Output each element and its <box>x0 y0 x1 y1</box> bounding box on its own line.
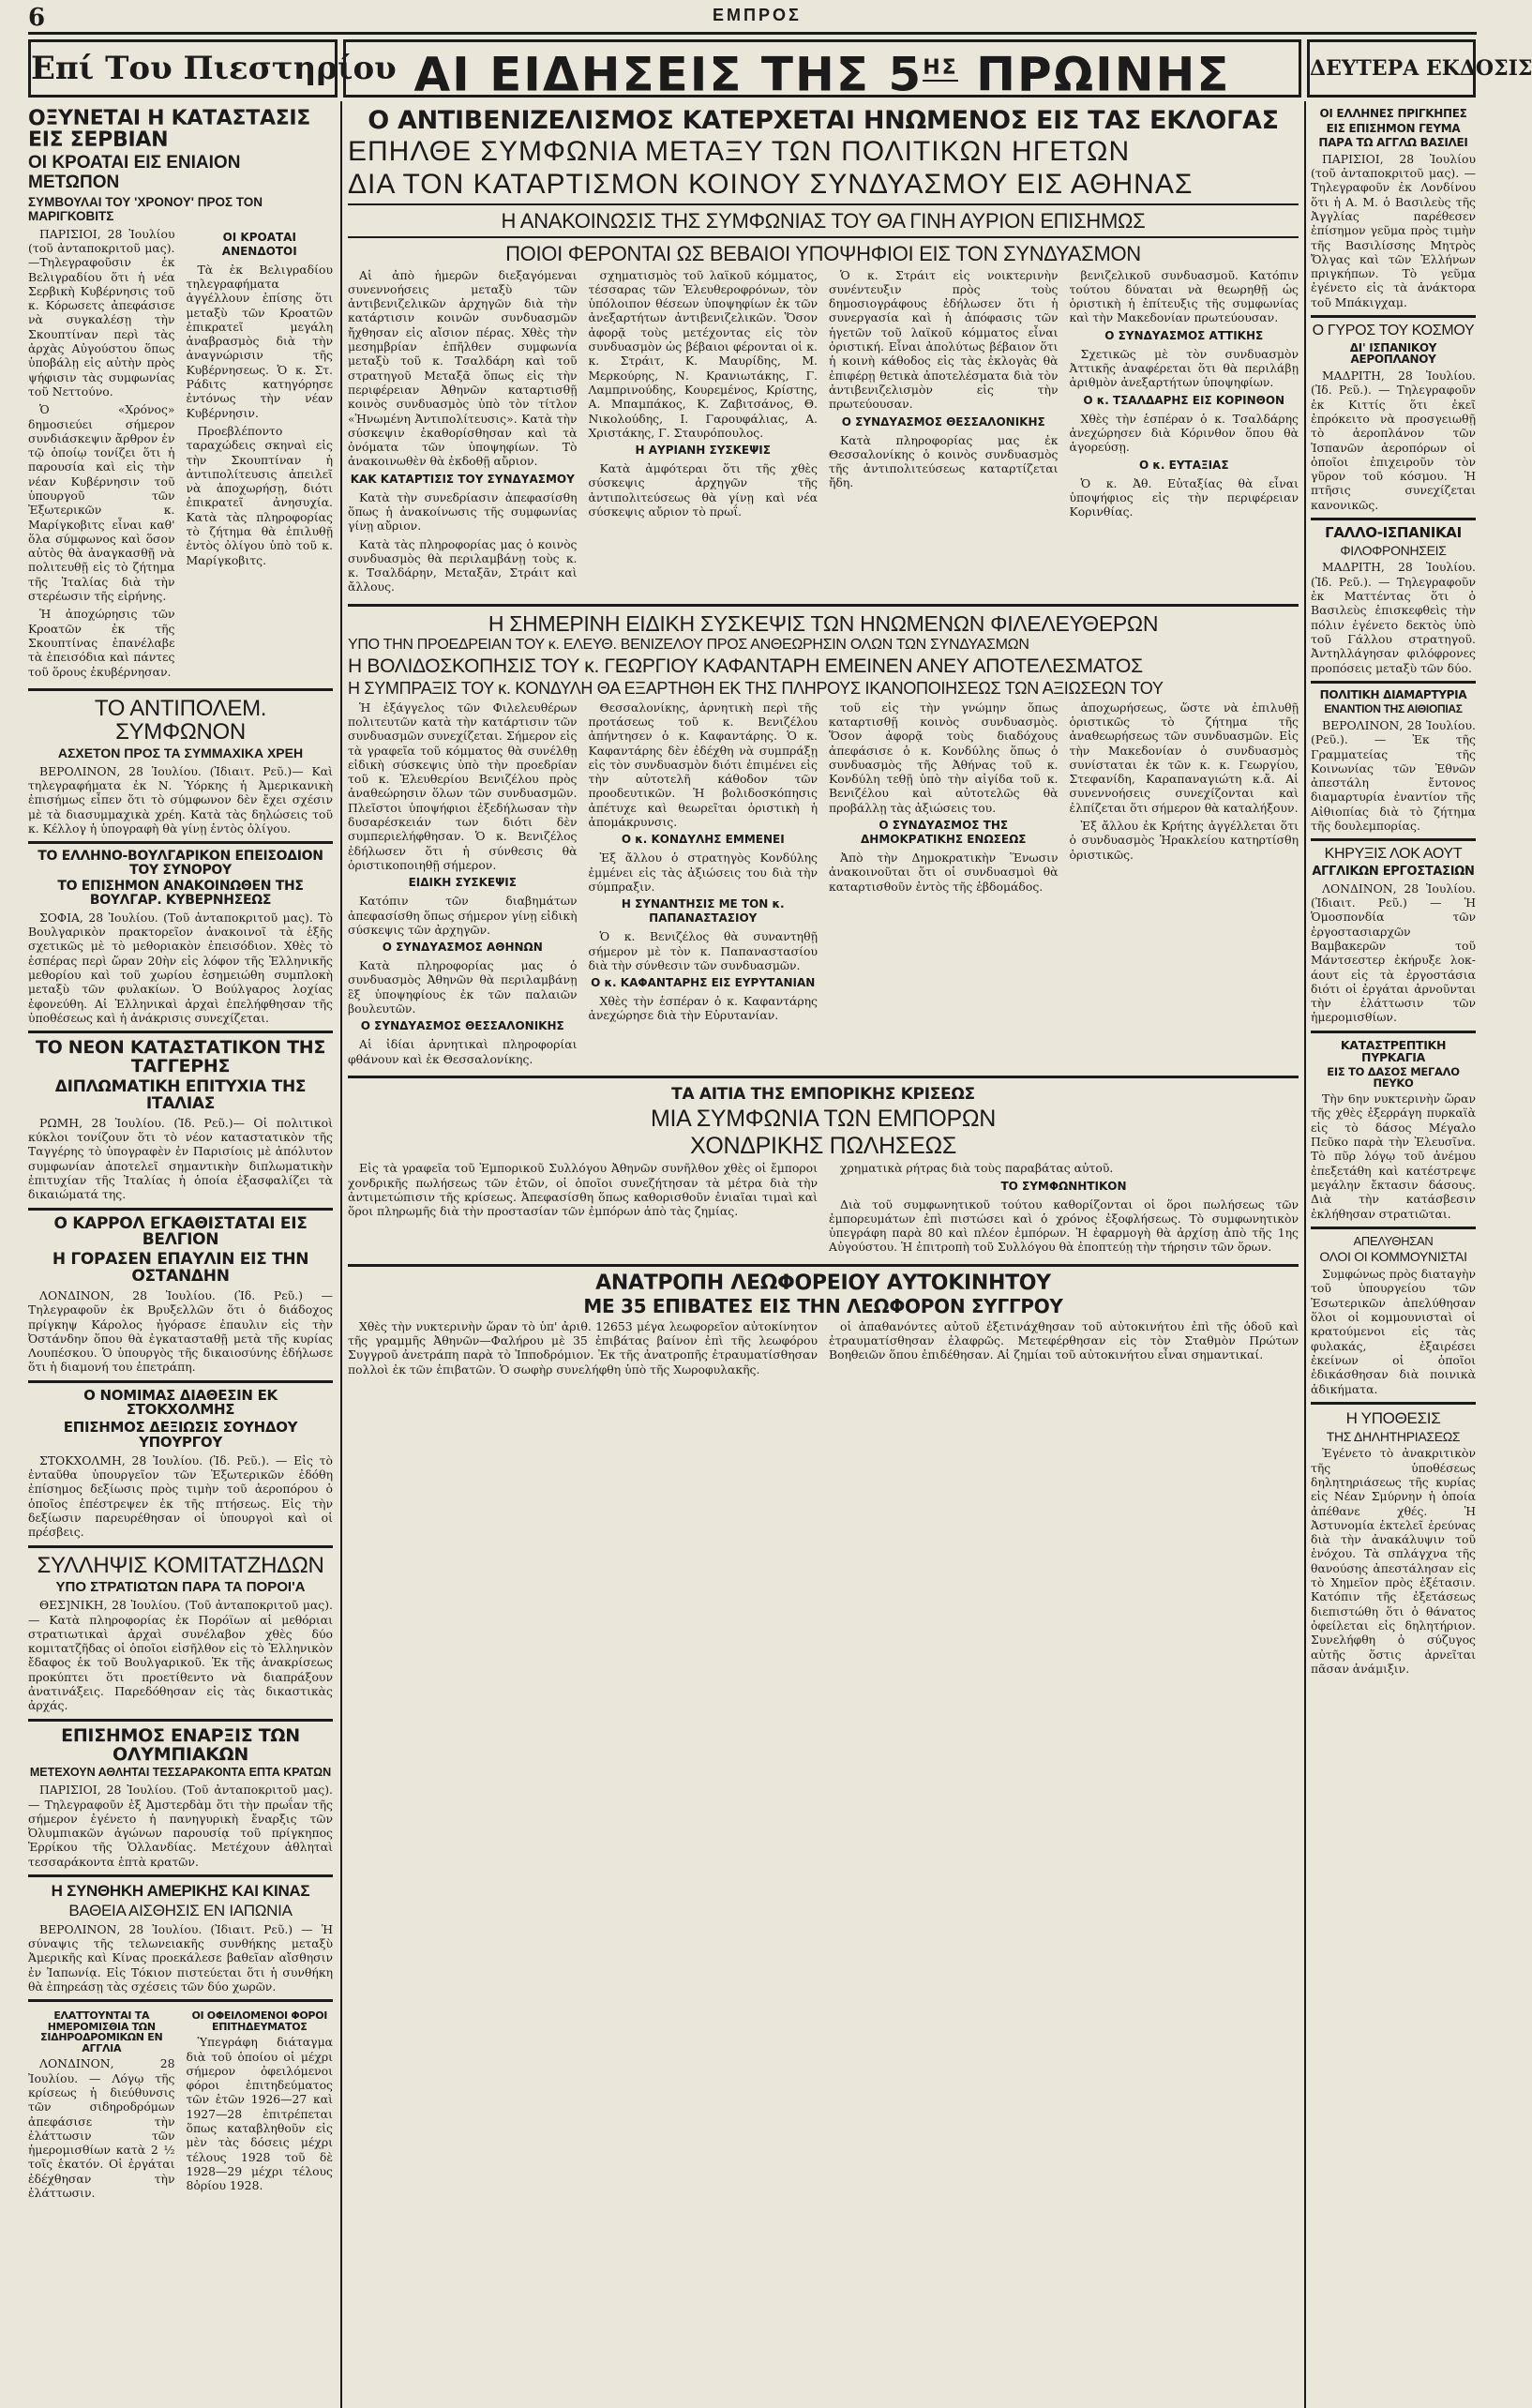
section-heading: Ο ΣΥΝΔΥΑΣΜΟΣ ΘΕΣΣΑΛΟΝΙΚΗΣ <box>360 1019 564 1033</box>
article-princes <box>1311 108 1476 309</box>
divider <box>28 1999 333 2002</box>
subheadline: ΜΕ 35 ΕΠΙΒΑΤΕΣ ΕΙΣ ΤΗΝ ΛΕΩΦΟΡΟΝ ΣΥΓΓΡΟΥ <box>583 1294 1063 1317</box>
paragraph: ΛΟΝΔΙΝΟΝ, 28 Ἰουλίου. (Ἰδ. Ρεῦ.) — Τηλεγραφοῦν ἐκ Βρυξελλῶν ὅτι ὁ διάδοχος πρίγκηψ Κάρολος ἠγόρασε ἐπαυλιν εἰς τὴν Ὀστάνδην ὅπου θὰ ἐγκατασταθῇ μετὰ τῆς κυρίας Λουπέσκου. Ὁ ὑπουργὸς τῆς δικαιοσύνης ἐδήλωσε ὅτι ἡ διαμονή του ἐπετράπη. <box>28 1287 333 1375</box>
headline: ΕΛΑΤΤΟΥΝΤΑΙ ΤΑ ΗΜΕΡΟΜΙΣΘΙΑ ΤΩΝ ΣΙΔΗΡΟΔΡΟΜΙΚΩΝ ΕΝ ΑΓΓΛΙΑ <box>40 2009 163 2054</box>
subheadline: ΤΗΣ ΔΗΛΗΤΗΡΙΑΣΕΩΣ <box>1326 1428 1461 1444</box>
subheadline: ΕΝΑΝΤΙΟΝ ΤΗΣ ΑΙΘΙΟΠΙΑΣ <box>1324 702 1463 716</box>
article-carol <box>28 1213 333 1375</box>
paragraph: Σχετικῶς μὲ τὸν συνδυασμὸν Ἀττικῆς ἀναφέρεται ὅτι θὰ περιλάβῃ ἀριθμὸν ἀνεξαρτήτων ὑποψηφίων. <box>1069 346 1299 390</box>
paragraph: Χθὲς τὴν ἑσπέραν ὁ κ. Καφαντάρης ἀνεχώρησε διὰ τὴν Εὐρυτανίαν. <box>588 994 818 1023</box>
headline: ΠΟΛΙΤΙΚΗ ΔΙΑΜΑΡΤΥΡΙΑ <box>1319 687 1467 701</box>
section-heading: Η ΑΥΡΙΑΝΗ ΣΥΣΚΕΨΙΣ <box>635 444 771 458</box>
paragraph: Κατόπιν τῶν διαβημάτων ἀπεφασίσθη ὅπως σήμερον γίνῃ εἰδικὴ σύσκεψις τῶν ἀρχηγῶν. <box>348 894 578 937</box>
paragraph: τοῦ εἰς τὴν γνώμην ὅπως καταρτισθῇ κοινὸς συνδυασμὸς. Ὅσον ἀφορᾷ τοὺς διαδόχους ἀπεφάσισε ὁ κ. Κονδύλης ὅπως ὁ συνδυασμὸς τῆς Ἀθήνας τοῦ κ. Κονδύλη τεθῇ ὑπὸ τὴν αἰγίδα τοῦ κ. Βενιζέλου καὶ αὐτοτελῶς θὰ προβάλλῃ τὰς ἀξιώσεις του. <box>829 700 1059 815</box>
article-olympics <box>28 1724 333 1869</box>
article-world-tour <box>1311 324 1476 512</box>
subheadline: ΦΙΛΟΦΡΟΝΗΣΕΙΣ <box>1340 542 1447 558</box>
divider <box>28 1719 333 1722</box>
subheadline: ΤΟ ΕΠΙΣΗΜΟΝ ΑΝΑΚΟΙΝΩΘΕΝ ΤΗΣ ΒΟΥΛΓΑΡ. ΚΥΒΕΡΝΗΣΕΩΣ <box>57 879 304 909</box>
headline: ΟΞΥΝΕΤΑΙ Η ΚΑΤΑΣΤΑΣΙΣ ΕΙΣ ΣΕΡΒΙΑΝ <box>28 107 311 153</box>
paragraph: Ἡ ἀποχώρησις τῶν Κροατῶν ἐκ τῆς Σκουπτίνας ἐπανέλαβε τὰ ἐπεισόδια καὶ πάντες τοῦ ὅρους ἐκυβέρνησαν. <box>28 607 175 679</box>
subheadline: Η ΑΝΑΚΟΙΝΩΣΙΣ ΤΗΣ ΣΥΜΦΩΝΙΑΣ ΤΟΥ ΘΑ ΓΙΝΗ ΑΥΡΙΟΝ ΕΠΙΣΗΜΩΣ <box>501 209 1146 233</box>
article-taxes <box>187 2008 334 2204</box>
divider <box>1311 315 1476 318</box>
paragraph: Κατὰ πληροφορίας μας ἐκ Θεσσαλονίκης ὁ κοινὸς συνδυασμὸς τῆς ἀντιπολιτεύσεως καταρτίζεται ἤδη. <box>829 432 1059 490</box>
paragraph: Συμφώνως πρὸς διαταγὴν τοῦ ὑπουργείου τῶν Ἐσωτερικῶν ἀπελύθησαν ὅλοι οἱ κομμουνισταὶ οἱ κρατούμενοι εἰς τὰς φυλακάς, ἐξαιρέσει ἐκείνων οἱ ὁποῖοι ἐδικάσθησαν διὰ ποινικὰ ἀδικήματα. <box>1311 1267 1476 1396</box>
subheadline: ΕΠΗΛΘΕ ΣΥΜΦΩΝΙΑ ΜΕΤΑΞΥ ΤΩΝ ΠΟΛΙΤΙΚΩΝ ΗΓΕΤΩΝ <box>348 136 1131 168</box>
section-heading: Ο ΣΥΝΔΥΑΣΜΟΣ ΤΗΣ ΔΗΜΟΚΡΑΤΙΚΗΣ ΕΝΩΣΕΩΣ <box>861 819 1027 847</box>
right-column <box>1311 105 1476 2341</box>
divider <box>1311 1031 1476 1033</box>
divider <box>348 203 1299 205</box>
paragraph: Εἰς τὰ γραφεῖα τοῦ Ἐμπορικοῦ Συλλόγου Ἀθηνῶν συνῆλθον χθὲς οἱ ἔμποροι χονδρικῆς πωλήσεως τῶν ἐτῶν, οἱ ὁποῖοι συνεζήτησαν τὰ μέτρα διὰ τὴν ἀντιμετώπισιν τῆς κρίσεως. Ἀπεφασίσθη ὅπως καθορισθοῦν ἐνιαῖαι τιμαὶ καὶ ὅροι πληρωμῆς διὰ τὴν προστασίαν τῶν ἐμπόρων ἀπὸ τὰς ζημίας. <box>348 1161 818 1219</box>
subheadline: ΟΛΟΙ ΟΙ ΚΟΜΜΟΥΝΙΣΤΑΙ <box>1319 1249 1467 1265</box>
subheadline: ΠΟΙΟΙ ΦΕΡΟΝΤΑΙ ΩΣ ΒΕΒΑΙΟΙ ΥΠΟΨΗΦΙΟΙ ΕΙΣ ΤΟΝ ΣΥΝΔΥΑΣΜΟΝ <box>505 242 1141 266</box>
paragraph: ΛΟΝΔΙΝΟΝ, 28 Ἰουλίου. — Λόγῳ τῆς κρίσεως ἡ διεύθυνσις τῶν σιδηροδρόμων ἀπεφάσισε τὴν ἐλάττωσιν τῶν ἡμερομισθίων κατὰ 2 ½ τοῖς ἑκατόν. Οἱ ἐργάται ἐδέχθησαν τὴν ἐλάττωσιν. <box>28 2056 175 2201</box>
paragraph: ΜΑΔΡΙΤΗ, 28 Ἰουλίου. (Ἰδ. Ρεῦ.). — Τηλεγραφοῦν ἐκ Κιττίς ὅτι ἐκεῖ ἐπρόκειτο νὰ προσγειωθῇ τὸ ἀεροπλάνον τῶν Ἰσπανῶν ἀεροπόρων οἱ ὁποῖοι ἐπιχειροῦν τὸν γῦρον τοῦ κόσμου. Ἡ πτῆσις συνεχίζεται κανονικῶς. <box>1311 369 1476 512</box>
headline: Η ΣΗΜΕΡΙΝΗ ΕΙΔΙΚΗ ΣΥΣΚΕΨΙΣ ΤΩΝ ΗΝΩΜΕΝΩΝ ΦΙΛΕΛΕΥΘΕΡΩΝ <box>488 610 1159 636</box>
paragraph: ΘΕΣ]ΝΙΚΗ, 28 Ἰουλίου. (Τοῦ ἀνταποκριτοῦ μας). — Κατὰ πληροφορίας ἐκ Πορόϊων αἱ μεθόριαι στρατιωτικαὶ ἀρχαὶ συνέλαβον χθὲς δύο κομιτατζῆδας οἱ ὁποῖοι εἰσῆλθον εἰς τὸ Ἑλληνικὸν ἔδαφος ἐκ τοῦ Βουλγαρικοῦ. Ἐκ τῆς ἀνακρίσεως προκύπτει ὅτι προετίθεντο νὰ διαπράξουν ἀνατινάξεις. Παρεδόθησαν εἰς τὰς δικαστικὰς ἀρχάς. <box>28 1598 333 1713</box>
banner-second-edition: ΔΕΥΤΕΡΑ ΕΚΔΟΣΙΣ <box>1307 39 1476 98</box>
subheadline: ΔΙ' ΙΣΠΑΝΙΚΟΥ ΑΕΡΟΠΛΑΝΟΥ <box>1349 340 1437 367</box>
paragraph: χρηματικὰ ρήτρας διὰ τοὺς παραβάτας αὐτοῦ. <box>840 1161 1114 1176</box>
article-railway-wages <box>28 2008 175 2204</box>
paragraph: Κατὰ ἀμφότεραι ὅτι τῆς χθὲς σύσκεψις ἀρχηγῶν τῆς ἀντιπολιτεύσεως θὰ γίνῃ καὶ νέα σύσκεψις αὔριον τὸ πρωΐ. <box>588 461 818 519</box>
divider <box>348 236 1299 238</box>
subheadline: ΜΙΑ ΣΥΜΦΩΝΙΑ ΤΩΝ ΕΜΠΟΡΩΝ <box>650 1105 997 1132</box>
paragraph: σχηματισμὸς τοῦ λαϊκοῦ κόμματος, τέσσαρας τῶν Ἐλευθεροφρόνων, τὸν ὑπόλοιπον θέσεων ὑποψηφίων ἐκ τῶν ἀνεξαρτήτων ἀντιβενιζελικῶν. Ὅσον ἀφορᾷ τοὺς μετέχοντας εἰς τὸν συνδυασμὸν ὡς βέβαιοι φέρονται οἱ κ. κ. Στράιτ, Κ. Μαυρίδης, Μ. Μερκούρης, Ν. Κρανιωτάκης, Γ. Λαμπρινούδης, Κουρεμένος, Κρίστης, Α. Μπαμπάκος, Κ. Ζαβιτσάνος, Θ. Νικολούδης, Ι. Γαρουφάλιας, Α. Χριστάκης, Γ. Σταυρόπουλος. <box>588 267 818 440</box>
section-heading: Ο κ. ΕΥΤΑΞΙΑΣ <box>1138 458 1229 472</box>
paragraph: ΡΩΜΗ, 28 Ἰουλίου. (Ἰδ. Ρεῦ.)— Οἱ πολιτικοὶ κύκλοι τονίζουν ὅτι τὸ νέον καταστατικὸν τῆς Ταγγέρης τὸ ὑπογραφὲν ἐν Παρισίοις μὲ ἀπόλυτον συμφωνίαν ἀποτελεῖ σημαντικὴν διπλωματικὴν ἐπιτυχίαν τῆς Ἰταλίας ἡ ὁποία ἐξασφαλίζει τὰ δικαιώματά της. <box>28 1115 333 1202</box>
headline: ΚΑΤΑΣΤΡΕΠΤΙΚΗ ΠΥΡΚΑΓΙΑ <box>1340 1037 1447 1064</box>
headline: ΤΟ ΝΕΟΝ ΚΑΤΑΣΤΑΤΙΚΟΝ ΤΗΣ ΤΑΓΓΕΡΗΣ <box>35 1037 326 1077</box>
paragraph: ΜΑΔΡΙΤΗ, 28 Ἰουλίου. (Ἰδ. Ρεῦ.). — Τηλεγραφοῦν ἐκ Ματτέντας ὅτι ὁ Βασιλεὺς ἐπισκεφθεὶς τὴν πόλιν ἐγένετο δεκτὸς ὑπὸ τοῦ Γάλλου στρατηγοῦ. Ἀντηλλάγησαν φιλόφρονες προπόσεις μεταξὺ τῶν δύο. <box>1311 560 1476 675</box>
section-heading: ΤΟ ΣΥΜΦΩΝΗΤΙΚΟΝ <box>1000 1179 1127 1193</box>
paragraph: Τὰ ἐκ Βελιγραδίου τηλεγραφήματα ἀγγέλλουν ἐπίσης ὅτι μεταξὺ τῶν Κροατῶν ἐπικρατεῖ μεγάλη ἀναβρασμὸς διὰ τὴν ἀναγνώρισιν τῆς Κυβέρνησεως. Ὁ κ. Στ. Ράδιτς κατηγόρησε ἐντόνως τὴν νέαν Κυβέρνησιν. <box>186 262 333 420</box>
paragraph: Ὁ κ. Στράιτ εἰς νοικτερινὴν συνέντευξιν πρὸς τοὺς δημοσιογράφους ἐδήλωσεν ὅτι ἡ συνεργασία καὶ ἡ ἀπόφασις τῶν ἡγετῶν τοῦ λαϊκοῦ κόμματος εἶναι ὁριστική. Εἶναι ἀπολύτως βέβαιον ὅτι ἡ κοινὴ κάθοδος εἰς τὰς ἐκλογὰς θὰ ἐπιφέρῃ θετικὰ ἀποτελέσματα διὰ τὸν ἀντιβενιζελισμὸν εἰς τὴν πρωτεύουσαν. <box>829 267 1059 412</box>
divider <box>28 1031 333 1033</box>
subheadline: ΟΙ ΚΡΟΑΤΑΙ ΕΙΣ ΕΝΙΑΙΟΝ ΜΕΤΩΠΟΝ <box>28 153 241 193</box>
article-stockholm <box>28 1386 333 1540</box>
section-heading: Ο ΣΥΝΔΥΑΣΜΟΣ ΑΘΗΝΩΝ <box>382 941 543 955</box>
section-heading: Ο κ. ΚΟΝΔΥΛΗΣ ΕΜΜΕΝΕΙ <box>621 833 785 847</box>
subheadline: Η ΣΥΜΠΡΑΞΙΣ ΤΟΥ κ. ΚΟΝΔΥΛΗ ΘΑ ΕΞΑΡΤΗΘΗ ΕΚ ΤΗΣ ΠΛΗΡΟΥΣ ΙΚΑΝΟΠΟΙΗΣΕΩΣ ΤΩΝ ΑΞΙΩΣΕΩΝ ΤΟΥ <box>348 678 1164 698</box>
divider <box>348 1076 1299 1078</box>
paragraph: Κατὰ πληροφορίας μας ὁ συνδυασμὸς Ἀθηνῶν θὰ περιλαμβάνῃ ἓξ ὑποψηφίους ἐκ τῶν παλαιῶν βουλευτῶν. <box>348 958 578 1016</box>
center-column <box>348 105 1299 2341</box>
article-china-treaty <box>28 1883 333 1994</box>
section-heading: ΚΑΚ ΚΑΤΑΡΤΙΣΙΣ ΤΟΥ ΣΥΝΔΥΑΣΜΟΥ <box>350 472 575 486</box>
headline: ΑΝΑΤΡΟΠΗ ΛΕΩΦΟΡΕΙΟΥ ΑΥΤΟΚΙΝΗΤΟΥ <box>595 1271 1051 1295</box>
paragraph: Ἐξ ἄλλου ἐκ Κρήτης ἀγγέλλεται ὅτι ὁ συνδυασμὸς Ἡρακλείου κατηρτίσθη ὁριστικῶς. <box>1069 819 1299 862</box>
paragraph: Ὑπεγράφη διάταγμα διὰ τοῦ ὁποίου οἱ μέχρι σήμερον ὀφειλόμενοι φόροι ἐπιτηδεύματος τῶν ἐτῶν 1926—27 καὶ 1927—28 ἐπιτρέπεται ὅπως καταβληθοῦν εἰς μὲν τὰς δόσεις μέχρι τέλους 1928 τοῦ δὲ 1928—29 μέχρι τέλους 8ὁρίου 1928. <box>186 2035 333 2193</box>
headline: ΣΥΛΛΗΨΙΣ ΚΟΜΙΤΑΤΖΗΔΩΝ <box>37 1552 324 1578</box>
paragraph: Ἀπὸ τὴν Δημοκρατικὴν Ἕνωσιν ἀνακοινοῦται ὅτι οἱ συνδυασμοὶ θὰ καταρτισθοῦν ἐντὸς τῆς ἑβδομάδος. <box>829 850 1059 894</box>
article-serbia <box>28 108 333 683</box>
paragraph: Τὴν 6ην νυκτερινὴν ὥραν τῆς χθὲς ἐξερράγη πυρκαϊὰ εἰς τὸ δάσος Μέγαλο Πεῦκο παρὰ τὴν Ἐλευσῖνα. Τὸ πῦρ λόγῳ τοῦ ἀνέμου ἐπεξετάθη καὶ κατέστρεψε μεγάλην ἔκτασιν δάσους. Διὰ τὴν κατάσβεσιν ἐκλήθησαν στρατιῶται. <box>1311 1091 1476 1221</box>
paragraph: ΒΕΡΟΛΙΝΟΝ, 28 Ἰουλίου. (Ἰδιαιτ. Ρεῦ.)— Καὶ τηλεγραφήματα ἐκ Ν. Ὑόρκης ἡ Ἀμερικανικὴ ἐπισήμως εἶπεν ὅτι τὸ σύμφωνον δὲν ἔχει σχέσιν μὲ τὰ διασυμμαχικὰ χρέη. Κατὰ τὰς δηλώσεις τοῦ κ. Κέλλογ ἡ ὑπογραφὴ θὰ γίνῃ ἐντὸς ὀλίγου. <box>28 763 333 835</box>
paragraph: οἱ ἀπαθανόντες αὐτοῦ ἐξετινάχθησαν τοῦ αὐτοκινήτου ἐπὶ τῆς ὁδοῦ καὶ ἐτραυματίσθησαν ἐλαφρῶς. Μετεφέρθησαν εἰς τὸν Σταθμὸν Πρώτων Βοηθειῶν ὅπου ἐπιδέθησαν. Αἱ ζημίαι τοῦ αὐτοκινήτου εἶναι σημαντικαί. <box>829 1318 1299 1362</box>
subheadline: ΕΠΙΣΗΜΟΣ ΔΕΞΙΩΣΙΣ ΣΟΥΗΔΟΥ ΥΠΟΥΡΓΟΥ <box>63 1419 298 1451</box>
divider <box>1311 1402 1476 1405</box>
headline: Η ΥΠΟΘΕΣΙΣ <box>1345 1408 1441 1427</box>
headline: ΤΑ ΑΙΤΙΑ ΤΗΣ ΕΜΠΟΡΙΚΗΣ ΚΡΙΣΕΩΣ <box>671 1084 975 1104</box>
subheadline: ΧΟΝΔΡΙΚΗΣ ΠΩΛΗΣΕΩΣ <box>690 1132 956 1159</box>
page-number: 6 <box>28 4 46 32</box>
headline: ΓΑΛΛΟ-ΙΣΠΑΝΙΚΑΙ <box>1325 524 1462 541</box>
paragraph: Ὁ κ. Βενιζέλος θὰ συναντηθῇ σήμερον μὲ τὸν κ. Παπαναστασίου διὰ τὴν σύνθεσιν τῶν συνδυασμῶν. <box>588 929 818 972</box>
headline: ΑΠΕΛΥΘΗΣΑΝ <box>1353 1233 1434 1248</box>
divider <box>28 1874 333 1877</box>
subheadline: ΕΙΣ ΤΟ ΔΑΣΟΣ ΜΕΓΑΛΟ ΠΕΥΚΟ <box>1327 1065 1460 1091</box>
paragraph: Ὁ κ. Ἀθ. Εὐταξίας θὰ εἶναι ὑποψήφιος εἰς τὴν περιφέρειαν Κορινθίας. <box>1069 475 1299 519</box>
article-ethiopia <box>1311 689 1476 834</box>
paragraph: Προεβλέποντο ταραχώδεις σκηναὶ εἰς τὴν Σκουπτίναν ἡ ἀντιπολίτευσις ἀπειλεῖ νὰ ἀποχωρήσῃ, διότι ἐπικρατεῖ ἀνησυχία. Κατὰ τὰς πληροφορίας τὸ ζήτημα θὰ ἐπιλυθῇ ἐντὸς ὀλίγου ὑπὸ τοῦ κ. Μαρίγκοβιτς. <box>186 423 333 567</box>
subheadline: ΥΠΟ ΣΤΡΑΤΙΩΤΩΝ ΠΑΡΑ ΤΑ ΠΟΡΟΙ'Α <box>55 1578 306 1595</box>
headline: ΟΙ ΕΛΛΗΝΕΣ ΠΡΙΓΚΗΠΕΣ <box>1319 107 1467 120</box>
paragraph: ΣΟΦΙΑ, 28 Ἰουλίου. (Τοῦ ἀνταποκριτοῦ μας). Τὸ Βουλγαρικὸν πρακτορεῖον ἀνακοινοῖ τὰ ἑξῆς σχετικῶς μὲ τὸ μεθοριακὸν ἐπεισόδιον. Χθὲς τὸ ἑσπέρας περὶ ὥραν 20ὴν εἰς λόφον τῆς Ἑλληνικῆς μεθορίου καὶ τοῦ χωρίου ἐσημειώθη συμπλοκὴ μεταξὺ τῶν φυλακίων. Ὁ Βούλγαρος λοχίας ἐφονεύθη. Αἱ Ἑλληνικαὶ ἀρχαὶ ἐπελήφθησαν τῆς ὑποθέσεως καὶ ἡ ἀνάκρισις συνεχίζεται. <box>28 910 333 1025</box>
divider <box>1311 838 1476 841</box>
divider <box>28 1380 333 1383</box>
divider <box>348 604 1299 607</box>
divider <box>28 1208 333 1211</box>
banner-main: ΑΙ ΕΙΔΗΣΕΙΣ ΤΗΣ 5 <box>413 47 924 102</box>
subheadline: ΑΓΓΛΙΚΩΝ ΕΡΓΟΣΤΑΣΙΩΝ <box>1312 865 1475 880</box>
subheadline: ΔΙΠΛΩΜΑΤΙΚΗ ΕΠΙΤΥΧΙΑ ΤΗΣ ΙΤΑΛΙΑΣ <box>54 1077 307 1113</box>
paragraph: Διὰ τοῦ συμφωνητικοῦ τούτου καθορίζονται οἱ ὅροι πωλήσεως τῶν ἐμπορευμάτων ἐπὶ πιστώσει καὶ ὁ χρόνος ἐξοφλήσεως. Τὸ συμφωνητικὸν ὑπεγράφη παρὰ 80 καὶ πλέον ἐμπόρων. Ἡ ἐφαρμογὴ θὰ ἀρχίσῃ ἀπὸ τῆς 1ης Αὐγούστου. Ἡ ἐπιτροπὴ τοῦ Συλλόγου θὰ ἐποπτεύῃ τὴν τήρησιν τῶν ὅρων. <box>829 1196 1299 1255</box>
article-tangier <box>28 1039 333 1201</box>
article-election <box>348 108 1299 598</box>
article-forest-fire <box>1311 1039 1476 1221</box>
article-communists <box>1311 1235 1476 1396</box>
divider <box>1311 1227 1476 1229</box>
paragraph: βενιζελικοῦ συνδυασμοῦ. Κατόπιν τούτου δύναται νὰ θεωρηθῇ ὡς ὁριστικὴ ἡ ἐπίτευξις τῆς συμφωνίας καὶ τὴν Μακεδονίαν πρωτεύουσαν. <box>1069 267 1299 325</box>
banner-sup: ΗΣ <box>923 56 958 80</box>
paragraph: Ἐγένετο τὸ ἀνακριτικὸν τῆς ὑποθέσεως δηλητηριάσεως τῆς κυρίας εἰς Νέαν Σμύρνην ἡ ὁποία ἀπέθανε χθές. Ἡ Ἀστυνομία ἐκτελεῖ ἐρεύνας διὰ τὴν ἀνακάλυψιν τοῦ ἐνόχου. Τὰ σπλάγχνα τῆς θανούσης ἀπεστάλησαν εἰς τὸ Χημεῖον πρὸς ἐξέτασιν. Κατόπιν τῆς ἐξετάσεως διεπιστώθη ὅτι ὁ θάνατος ὀφείλεται εἰς δηλητήριον. Συνελήφθη ὁ σύζυγος αὐτῆς ὅστις ἀρνεῖται πᾶσαν ἀνάμιξιν. <box>1311 1446 1476 1676</box>
subheadline: ΣΥΜΒΟΥΛΑΙ ΤΟΥ 'ΧΡΟΝΟΥ' ΠΡΟΣ ΤΟΝ ΜΑΡΙΓΚΟΒΙΤΣ <box>28 194 263 223</box>
article-liberals-meeting <box>348 612 1299 1070</box>
section-heading: Η ΣΥΝΑΝΤΗΣΙΣ ΜΕ ΤΟΝ κ. ΠΑΠΑΝΑΣΤΑΣΙΟΥ <box>621 897 785 926</box>
section-heading: Ο ΣΥΝΔΥΑΣΜΟΣ ΘΕΣΣΑΛΟΝΙΚΗΣ <box>841 414 1045 429</box>
subheadline: ΥΠΟ ΤΗΝ ΠΡΟΕΔΡΕΙΑΝ ΤΟΥ κ. ΕΛΕΥΘ. ΒΕΝΙΖΕΛΟΥ ΠΡΟΣ ΑΝΘΕΩΡΗΣΙΝ ΟΛΩΝ ΤΩΝ ΣΥΝΔΥΑΣΜΩΝ <box>348 636 1029 653</box>
subheadline: ΕΙΣ ΕΠΙΣΗΜΟΝ ΓΕΥΜΑ <box>1326 121 1461 135</box>
headline: ΤΟ ΑΝΤΙΠΟΛΕΜ. ΣΥΜΦΩΝΟΝ <box>94 695 267 745</box>
article-poisoning <box>1311 1410 1476 1676</box>
headline: Ο ΚΑΡΡΟΛ ΕΓΚΑΘΙΣΤΑΤΑΙ ΕΙΣ ΒΕΛΓΙΟΝ <box>53 1213 308 1250</box>
paragraph: ΒΕΡΟΛΙΝΟΝ, 28 Ἰουλίου. (Ρεῦ.). — Ἐκ τῆς Γραμματείας τῆς Κοινωνίας τῶν Ἐθνῶν ἀπεστάλη ἔντονος διαμαρτυρία ἐναντίον τῆς Αἰθιοπίας διὰ τὸ ζήτημα τῆς δουλεμπορίας. <box>1311 718 1476 834</box>
subheadline: ΔΙΑ ΤΟΝ ΚΑΤΑΡΤΙΣΜΟΝ ΚΟΙΝΟΥ ΣΥΝΔΥΑΣΜΟΥ ΕΙΣ ΑΘΗΝΑΣ <box>348 168 1194 200</box>
divider <box>1311 681 1476 684</box>
subheadline: Η ΒΟΛΙΔΟΣΚΟΠΗΣΙΣ ΤΟΥ κ. ΓΕΩΡΓΙΟΥ ΚΑΦΑΝΤΑΡΗ ΕΜΕΙΝΕΝ ΑΝΕΥ ΑΠΟΤΕΛΕΣΜΑΤΟΣ <box>348 655 1143 677</box>
article-bulgarian-incident <box>28 850 333 1025</box>
paragraph: ΣΤΟΚΧΟΛΜΗ, 28 Ἰουλίου. (Ἰδ. Ρεῦ.). — Εἰς τὸ ἐνταῦθα ὑπουργεῖον τῶν Ἐξωτερικῶν ἐδόθη ἐπίσημος δεξίωσις πρὸς τιμὴν τοῦ ἀεροπόρου ὁ ὁποῖος ἐπέστρεψεν ἐκ τῆς πτήσεως. Εἰς τὴν δεξίωσιν παρευρέθησαν οἱ ὑπουργοὶ καὶ οἱ πρέσβεις. <box>28 1452 333 1540</box>
section-heading: Ο κ. ΚΑΦΑΝΤΑΡΗΣ ΕΙΣ ΕΥΡΥΤΑΝΙΑΝ <box>591 976 816 990</box>
divider <box>28 841 333 844</box>
left-column <box>28 105 333 2341</box>
paragraph: ΠΑΡΙΣΙΟΙ, 28 Ἰουλίου (τοῦ ἀνταποκριτοῦ μας). —Τηλεγραφοῦν ἐκ Λονδίνου ὅτι ἡ Α. Μ. ὁ Βασιλεὺς τῆς Ἀγγλίας παρέθεσεν ἐπίσημον γεῦμα πρὸς τιμὴν τῆς Βασιλίσσης Μητρὸς Ὄλγας καὶ τῶν Ἑλλήνων πριγκήπων. Τὸ γεῦμα ἐγένετο εἰς τὰ ἀνάκτορα τοῦ Μπάκιγχαμ. <box>1311 151 1476 309</box>
section-heading: ΟΙ ΚΡΟΑΤΑΙ ΑΝΕΝΔΟΤΟΙ <box>221 230 297 258</box>
paragraph: Αἱ ἰδίαι ἀρνητικαὶ πληροφορίαι φθάνουν καὶ ἐκ Θεσσαλονίκης. <box>348 1037 578 1066</box>
section-heading: ΕΙΔΙΚΗ ΣΥΣΚΕΨΙΣ <box>408 876 517 890</box>
top-rule <box>28 32 1477 35</box>
headline: ΟΙ ΟΦΕΙΛΟΜΕΝΟΙ ΦΟΡΟΙ ΕΠΙΤΗΔΕΥΜΑΤΟΣ <box>191 2009 328 2033</box>
divider <box>1311 518 1476 520</box>
article-bus-overturn <box>348 1272 1299 1380</box>
headline: ΕΠΙΣΗΜΟΣ ΕΝΑΡΞΙΣ ΤΩΝ ΟΛΥΜΠΙΑΚΩΝ <box>61 1724 300 1765</box>
article-antiwar-pact <box>28 697 333 835</box>
divider <box>28 1545 333 1548</box>
paragraph: Ὁ «Χρόνος» δημοσιεύει σήμερον συνδιάσκεψιν ἄρθρον ἐν τῷ ὁποίῳ τονίζει ὅτι ἡ παρουσία καὶ εἰς τὴν νέαν Κυβέρνησιν τοῦ ὑπουργοῦ τῶν Ἐξωτερικῶν κ. Μαρίγκοβιτς εἶναι καθ' ὅλα σύμφωνος καὶ ὅσον αὐτὸς θὰ ἀναγκασθῇ νὰ πολιτευθῇ εἰς τὸ ζήτημα τῆς Ἰταλίας διὰ τὴν στερέωσιν τῆς εἰρήνης. <box>28 402 175 604</box>
subheadline: Η ΓΟΡΑΣΕΝ ΕΠΑΥΛΙΝ ΕΙΣ ΤΗΝ ΟΣΤΑΝΔΗΝ <box>52 1250 309 1287</box>
banner-morning-news <box>343 39 1301 102</box>
subheadline: ΠΑΡΑ ΤΩ ΑΓΓΛΩ ΒΑΣΙΛΕΙ <box>1318 136 1468 150</box>
paragraph: Θεσσαλονίκης, ἀρνητικὴ περὶ τῆς προτάσεως τοῦ κ. Βενιζέλου ἀπήντησεν ὁ κ. Καφαντάρης. Ὁ κ. Καφαντάρης δὲν ἐδέχθη νὰ συμπράξῃ εἰς τὸν συνδυασμὸν διότι ἐπιμένει εἰς τὴν αὐτοτελῆ κάθοδον τῶν προοδευτικῶν. Ἡ βολιδοσκόπησις ἀπέτυχε καὶ θεωρεῖται ὁριστικὴ ἡ ἀπομάκρυνσις. <box>588 700 818 830</box>
article-komitadjis <box>28 1554 333 1713</box>
divider <box>348 1264 1299 1267</box>
subheadline: ΑΣΧΕΤΟΝ ΠΡΟΣ ΤΑ ΣΥΜΜΑΧΙΚΑ ΧΡΕΗ <box>57 745 304 761</box>
paragraph: Ἡ ἐξάγγελος τῶν Φιλελευθέρων πολιτευτῶν κατὰ τὴν κατάρτισιν τῶν συνδυασμῶν συνεχίζεται. Σήμερον εἰς τὰ γραφεῖα τοῦ κόμματος θὰ συνέλθῃ εἰδικὴ σύσκεψις ὑπὸ τὴν προεδρίαν τοῦ κ. Ἐλευθερίου Βενιζέλου πρὸς ἀναθεώρησιν ὅλων τῶν συνδυασμῶν. Πλεῖστοι ὑποψήφιοι ἐξεδήλωσαν τὴν δυσαρέσκειάν των διότι δὲν συμπεριελήφθησαν. Ὁ κ. Βενιζέλος ἐδήλωσεν ὅτι ἡ σύνθεσις θὰ ὁριστικοποιηθῇ σήμερον. <box>348 700 578 872</box>
column-rule <box>340 101 342 2408</box>
headline: ΚΗΡΥΞΙΣ ΛΟΚ ΑΟΥΤ <box>1324 846 1463 863</box>
banner-end: ΠΡΩΙΝΗΣ <box>976 47 1231 102</box>
subheadline: ΒΑΘΕΙΑ ΑΙΣΘΗΣΙΣ ΕΝ ΙΑΠΩΝΙΑ <box>68 1901 293 1919</box>
banner-press: Επί Του Πιεστηρίου <box>28 39 338 98</box>
subheadline: ΜΕΤΕΧΟΥΝ ΑΘΛΗΤΑΙ ΤΕΣΣΑΡΑΚΟΝΤΑ ΕΠΤΑ ΚΡΑΤΩΝ <box>29 1766 332 1780</box>
headline: Ο ΝΟΜΙΜΑΣ ΔΙΑΘΕΣΙΝ ΕΚ ΣΤΟΚΧΟΛΜΗΣ <box>83 1386 278 1419</box>
divider <box>28 688 333 691</box>
article-lockout <box>1311 847 1476 1024</box>
paragraph: Κατὰ τὰς πληροφορίας μας ὁ κοινὸς συνδυασμὸς θὰ περιλαμβάνῃ τοὺς κ. κ. Τσαλδάρην, Μεταξᾶν, Στράιτ καὶ ἄλλους. <box>348 536 578 594</box>
paragraph: Χθὲς τὴν νυκτερινὴν ὥραν τὸ ὑπ' ἀριθ. 12653 μέγα λεωφορεῖον αὐτοκίνητον τῆς γραμμῆς Ἀθηνῶν—Φαλήρου μὲ 35 ἐπιβάτας βαίνον ἐπὶ τῆς λεωφόρου Συγγροῦ ἀνετράπη παρὰ τὸ Ἱπποδρόμιον. Ἐκ τῆς ἀνατροπῆς ἐτραυματίσθησαν πολλοὶ ἐκ τῶν ἐπιβατῶν. Ὁ σωφὴρ συνελήφθη ὑπὸ τῆς Χωροφυλακῆς. <box>348 1318 818 1377</box>
headline: Ο ΑΝΤΙΒΕΝΙΖΕΛΙΣΜΟΣ ΚΑΤΕΡΧΕΤΑΙ ΗΝΩΜΕΝΟΣ ΕΙΣ ΤΑΣ ΕΚΛΟΓΑΣ <box>368 106 1279 135</box>
paragraph: Κατὰ τὴν συνεδρίασιν ἀπεφασίσθη ὅπως ἡ ἀνακοίνωσις τῆς συμφωνίας γίνῃ αὔριον. <box>348 489 578 534</box>
column-rule <box>1304 101 1306 2408</box>
running-head: ΕΜΠΡΟΣ <box>713 6 802 24</box>
article-commerce-crisis <box>348 1084 1299 1258</box>
section-heading: Ο κ. ΤΣΑΛΔΑΡΗΣ ΕΙΣ ΚΟΡΙΝΘΟΝ <box>1083 393 1285 407</box>
paragraph: ΠΑΡΙΣΙΟΙ, 28 Ἰουλίου (τοῦ ἀνταποκριτοῦ μας). —Τηλεγραφοῦσιν ἐκ Βελιγραδίου ὅτι ἡ νέα Σερβικὴ Κυβέρνησις τοῦ κ. Κόρωσετς ἀπεφάσισε νὰ συγκαλέσῃ τὴν Σκουπτίναν περὶ τὰς ἀρχὰς Αὐγούστου ὅπως ὑποβάλῃ εἰς αὐτὴν πρὸς ψήφισιν τὰς συμφωνίας τοῦ Νεττούνο. <box>28 226 175 399</box>
headline: Η ΣΥΝΘΗΚΗ ΑΜΕΡΙΚΗΣ ΚΑΙ ΚΙΝΑΣ <box>51 1881 310 1900</box>
paragraph: Ἐξ ἄλλου ὁ στρατηγὸς Κονδύλης ἐμμένει εἰς τὰς ἀξιώσεις του διὰ τὴν σύμπραξιν. <box>588 850 818 894</box>
paragraph: ΠΑΡΙΣΙΟΙ, 28 Ἰουλίου. (Τοῦ ἀνταποκριτοῦ μας). — Τηλεγραφοῦν ἐξ Ἀμστερδὰμ ὅτι τὴν πρωΐαν τῆς σήμερον ἐγένετο ἡ πανηγυρικὴ ἔναρξις τῶν Ὀλυμπιακῶν ἀγώνων παρουσίᾳ τοῦ πρίγκηπος Ἑρρίκου τῆς Ὁλλανδίας. Μετέχουν ἀθληταὶ τεσσαράκοντα ἑπτὰ κρατῶν. <box>28 1783 333 1869</box>
headline: ΤΟ ΕΛΛΗΝΟ-ΒΟΥΛΓΑΡΙΚΟΝ ΕΠΕΙΣΟΔΙΟΝ ΤΟΥ ΣΥΝΟΡΟΥ <box>38 849 323 878</box>
paragraph: ΒΕΡΟΛΙΝΟΝ, 28 Ἰουλίου. (Ἰδιαιτ. Ρεῦ.) — Ἡ σύναψις τῆς τελωνειακῆς συνθήκης μεταξὺ Ἀμερικῆς καὶ Κίνας προεκάλεσε βαθεῖαν αἴσθησιν ἐν Ἰαπωνίᾳ. Εἰς Τόκιον πιστεύεται ὅτι ἡ συνθήκη θὰ ἐπηρεάσῃ τὰς σχέσεις τῶν δύο χωρῶν. <box>28 1921 333 1994</box>
section-heading: Ο ΣΥΝΔΥΑΣΜΟΣ ΑΤΤΙΚΗΣ <box>1104 328 1264 342</box>
article-franco-spanish <box>1311 526 1476 675</box>
paragraph: ἀποχωρήσεως, ὥστε νὰ ἐπιλυθῇ ὁριστικῶς τὸ ζήτημα τῆς ἀναθεωρήσεως τῶν συνδυασμῶν. Εἰς τὴν Μακεδονίαν ὁ συνδυασμὸς συνίσταται ἐκ τῶν κ. κ. Γεωργίου, Στεφανίδη, Καραπαναγιώτη κ.ἄ. Αἱ συνεννοήσεις συνεχίζονται καὶ ἐλπίζεται ὅτι σήμερον θὰ καταλήξουν. <box>1069 700 1299 815</box>
paragraph: ΛΟΝΔΙΝΟΝ, 28 Ἰουλίου. (Ἰδιαιτ. Ρεῦ.) — Ἡ Ὁμοσπονδία τῶν ἐργοστασιαρχῶν Βαμβακερῶν τοῦ Μάντσεστερ ἐκήρυξε λοκ-άουτ εἰς τὰ ἐργοστάσια διότι οἱ ἐργάται ἀρνοῦνται τὴν ἐλάττωσιν τῶν ἡμερομισθίων. <box>1311 880 1476 1025</box>
paragraph: Χθὲς τὴν ἑσπέραν ὁ κ. Τσαλδάρης ἀνεχώρησεν διὰ Κόρινθον ὅπου θὰ ἀγορεύσῃ. <box>1069 411 1299 455</box>
headline: Ο ΓΥΡΟΣ ΤΟΥ ΚΟΣΜΟΥ <box>1312 323 1475 339</box>
paragraph: Αἱ ἀπὸ ἡμερῶν διεξαγόμεναι συνεννοήσεις μεταξὺ τῶν ἀντιβενιζελικῶν ἀρχηγῶν διὰ τὴν κατάρτισιν κοινῶν συνδυασμῶν ἤχθησαν εἰς αἴσιον πέρας. Χθὲς τὴν μεσημβρίαν ἐπῆλθεν συμφωνία μεταξὺ τοῦ κ. Τσαλδάρη καὶ τοῦ στρατηγοῦ Μεταξᾶ ὅπως εἰς τὴν περιφέρειαν Ἀθηνῶν καταρτισθῇ κοινὸς συνδυασμὸς ὑπὸ τὸν τίτλον «Ἡνωμένη Ἀντιπολίτευσις». Κατὰ τὴν σύσκεψιν ἐκαθορίσθησαν καὶ τὰ ὀνόματα τῶν ὑποψηφίων. Τὸ ἀνακοινωθὲν θὰ ἐκδοθῇ αὔριον. <box>348 267 578 469</box>
